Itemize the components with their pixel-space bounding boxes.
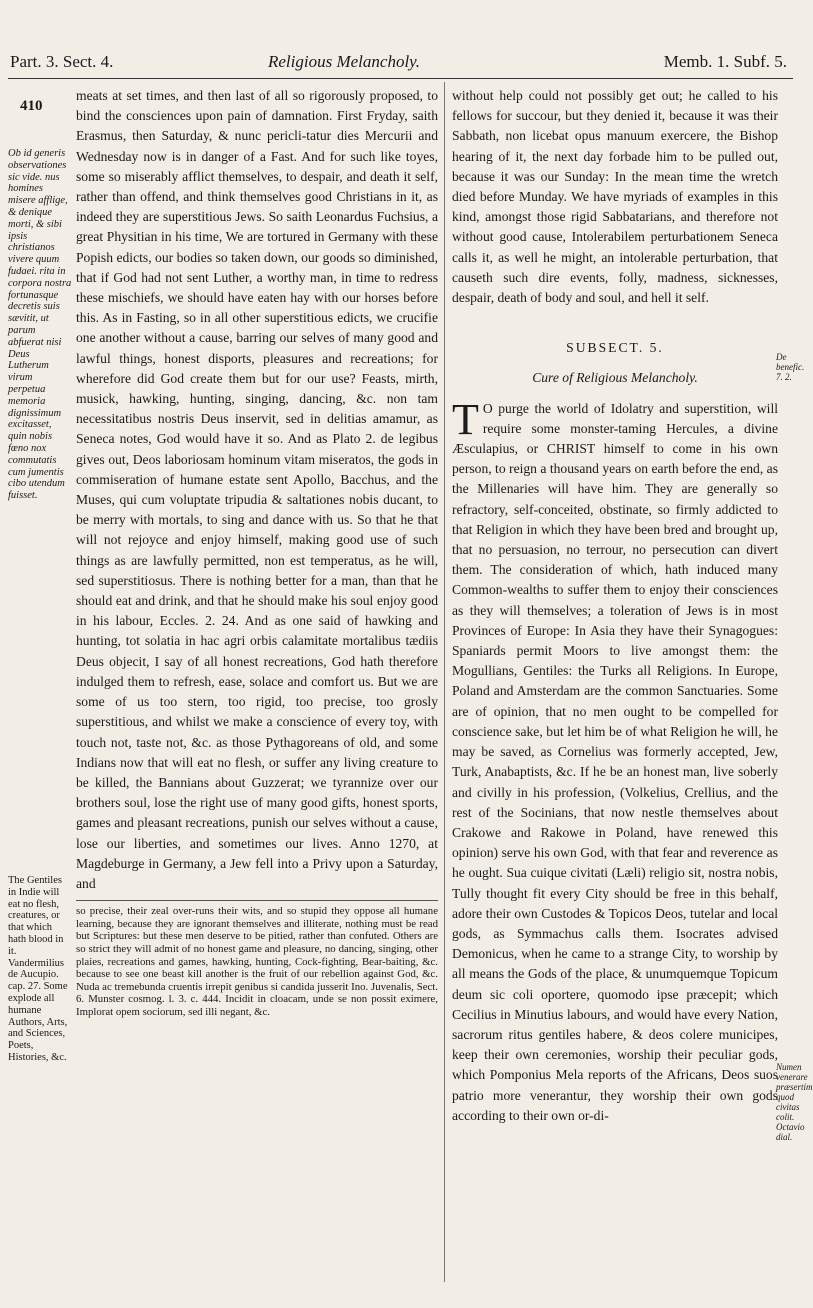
subsection-title: Cure of Religious Melancholy. [532, 370, 698, 386]
left-column [76, 86, 438, 1018]
left-footnotes: so precise, their zeal over-runs their wits, and so stupid they oppose all humane learning, because they are ignorant themselves and illiterate, nothing must be read but Scriptures: but these men deserve to be pitied, rather than confuted. Others are so strict they will admit of no honest game and pleasure, no dancing, singing, other plaies, recreations and games, hawking, hunting, Cock-fighting, Bear-baiting, &c. because to see one beast kill another is the fruit of our rebellion against God, &c. Nuda ac tremebunda cruentis irrepit genibus si candida jusserit Ino. Juvenalis, Sect. 6. Munster cosmog. l. 3. c. 444. Incidit in cloacam, unde se non possit eximere, Implorat opem sociorum, sed illi negant, &c. [76, 900, 438, 1018]
left-margin-notes-lower: The Gentiles in Indie will eat no flesh, creatures, or that which hath blood in it. Vandermilius de Aucupio. cap. 27. Some explode all humane Authors, Arts, and Sciences, Poets, Histories, &c. [8, 875, 68, 1063]
right-column-text-body [452, 394, 778, 1126]
column-divider [444, 82, 445, 1282]
header-member-subsection: Memb. 1. Subf. 5. [663, 52, 787, 71]
header-title: Religious Melancholy. [268, 52, 421, 71]
right-margin-note-1: De benefic. 7. 2. [776, 352, 805, 382]
running-header [8, 50, 793, 79]
left-margin-notes: Ob id generis observationes sic vide. nus homines misere afflige, & denique morti, & sibi ipsis christianos vivere quum fudaei. rita in corpora nostra fortunasque decretis suis sævitit, ut parum abfuerat nisi Deus Lutherum virum perpetua memoria dignissimum excitasset, quin nobis fœno nox commutatis cum jumentis cibo utendum fuisset. [8, 148, 72, 502]
page-number: 410 [20, 98, 43, 114]
right-column [452, 86, 778, 1126]
right-margin-note-2: Numen venerare præsertim quod civitas colit. Octavio dial. [776, 1062, 813, 1142]
left-column-text: meats at set times, and then last of all so rigorously proposed, to bind the consciences upon pain of damnation. First Fryday, saith Erasmus, then Saturday, & nunc pericli-tatur dies Mercurii and Wednesday now is in danger of a Fast. And for such like toyes, some so miserably afflict themselves, to despair, and death it self, rather than offend, and think themselves good Christians in it, as indeed they are superstitious Jews. So saith Leonardus Fuchsius, a great Physitian in his time, We are tortured in Germany with these Popish edicts, our bodies so taken down, our goods so diminished, that if God had not sent Luther, a worthy man, in time to redress these mischiefs, we should have eaten hay with our horses before this. As in Fasting, so in all other superstitious edicts, we crucifie one another without a cause, barring our selves of many good and lawful things, honest disports, pleasures and recreations; for wherefore did God create them but for our use? Feasts, mirth, musick, hawking, hunting, singing, dancing, &c. non tam necessitatibus nostris Deus inservit, sed in delitias amamur, as Seneca notes, God would have it so. And as Plato 2. de legibus gives out, Deos laboriosam hominum vitam miseratos, the gods in commiseration of humane estate sent Apollo, Bacchus, and the Muses, qui cum voluptate tripudia & saltationes nobis ducant, to be merry with mortals, to sing and dance with us. So that he that will not rejoyce and enjoy himself, making good use of such things as are lawfully permitted, non est temperatus, as he will, sed superstitiosus. There is nothing better for a man, than that he should eat and drink, and that he should make his soul enjoy good in his labour, Eccles. 2. 24. And as one said of hawking and hunting, tot solatia in hac agri orbis calamitate mortalibus tædiis Deus objecit, I say of all honest recreations, God hath therefore indulged them to refresh, ease, solace and comfort us. But we are some of us too stern, too rigid, too precise, too grosly superstitious, and whilst we make a conscience of every toy, with touch not, taste not, &c. as those Pythagoreans of old, and some Indians now that will eat no flesh, or suffer any living creature to be killed, the Bannians about Guzzerat; we tyrannize over our brothers soul, lose the right use of many good gifts, honest sports, games and pleasant recreations, punish our selves without a cause, lose our liberties, and sometimes our lives. Anno 1270, at Magdeburge in Germany, a Jew fell into a Privy upon a Saturday, and [76, 88, 438, 891]
header-part-section: Part. 3. Sect. 4. [10, 52, 114, 71]
drop-cap: T [452, 394, 479, 444]
right-column-body-text: O purge the world of Idolatry and superstition, will require some monster-taming Hercules, a divine Æsculapius, or CHRIST himself to come in his own person, to reign a thousand years on earth before the end, as the Millenaries will have him. They are generally so refractory, self-conceited, obstinate, so firmly addicted to that Religion in which they have been bred and brought up, that no persuasion, no terrour, no persecution can divert them. The consideration of which, hath induced many Common-wealths to suffer them to enjoy their consciences as they will themselves; a toleration of Jews is in most Provinces of Europe: In Asia they have their Synagogues: Spaniards permit Moors to live amongst them: the Mogullians, Gentiles: the Turks all Religions. In Europe, Poland and Amsterdam are the common Sanctuaries. Some are of opinion, that no men ought to be compelled for conscience sake, but let him be of what Religion he will, he may be saved, as Cornelius was formerly accepted, Jew, Turk, Anabaptists, &c. If he be an honest man, live soberly and civilly in his profession, (Volkelius, Crellius, and the rest of the Socinians, that now nestle themselves about Crakowe and Rakowe in Poland, have renewed this opinion) serve his own God, with that fear and reverence as he ought. Sua cuique civitati (Læli) religio sit, nostra nobis, Tully thought fit every City should be free in this behalf, adore their own Custodes & Topicos Deos, tutelar and local gods, as Symmachus calls them. Isocrates advised Demonicus, when he came to a strange City, to worship by all means the Gods of the place, & unumquemque Topicum deum sic coli oportere, quomodo ipse præcepit; which Cecilius in Minutius labours, and would have every Nation, sacrorum ritus gentiles habere, & deos colere municipes, keep their own ceremonies, worship their peculiar gods, which Pomponius Mela reports of the Africans, Deos suos patrio more venerantur, they worship their own gods according to their own or-di- [452, 400, 778, 1123]
right-column-text-top: without help could not possibly get out; he called to his fellows for succour, but they denied it, because it was their Sabbath, non licebat opus manuum exercere, the Bishop hearing of it, the next day forbade him to be pulled out, because it was our Sunday: In the mean time the wretch died before Munday. We have myriads of examples in this kind, amongst those rigid Sabbatarians, and therefore not without good cause, Intolerabilem perturbationem Seneca calls it, as well he might, an intolerable perturbation, that causeth such dire events, folly, madness, sicknesses, despair, death of body and soul, and hell it self. [452, 88, 778, 306]
subsection-heading: SUBSECT. 5. [566, 340, 664, 356]
